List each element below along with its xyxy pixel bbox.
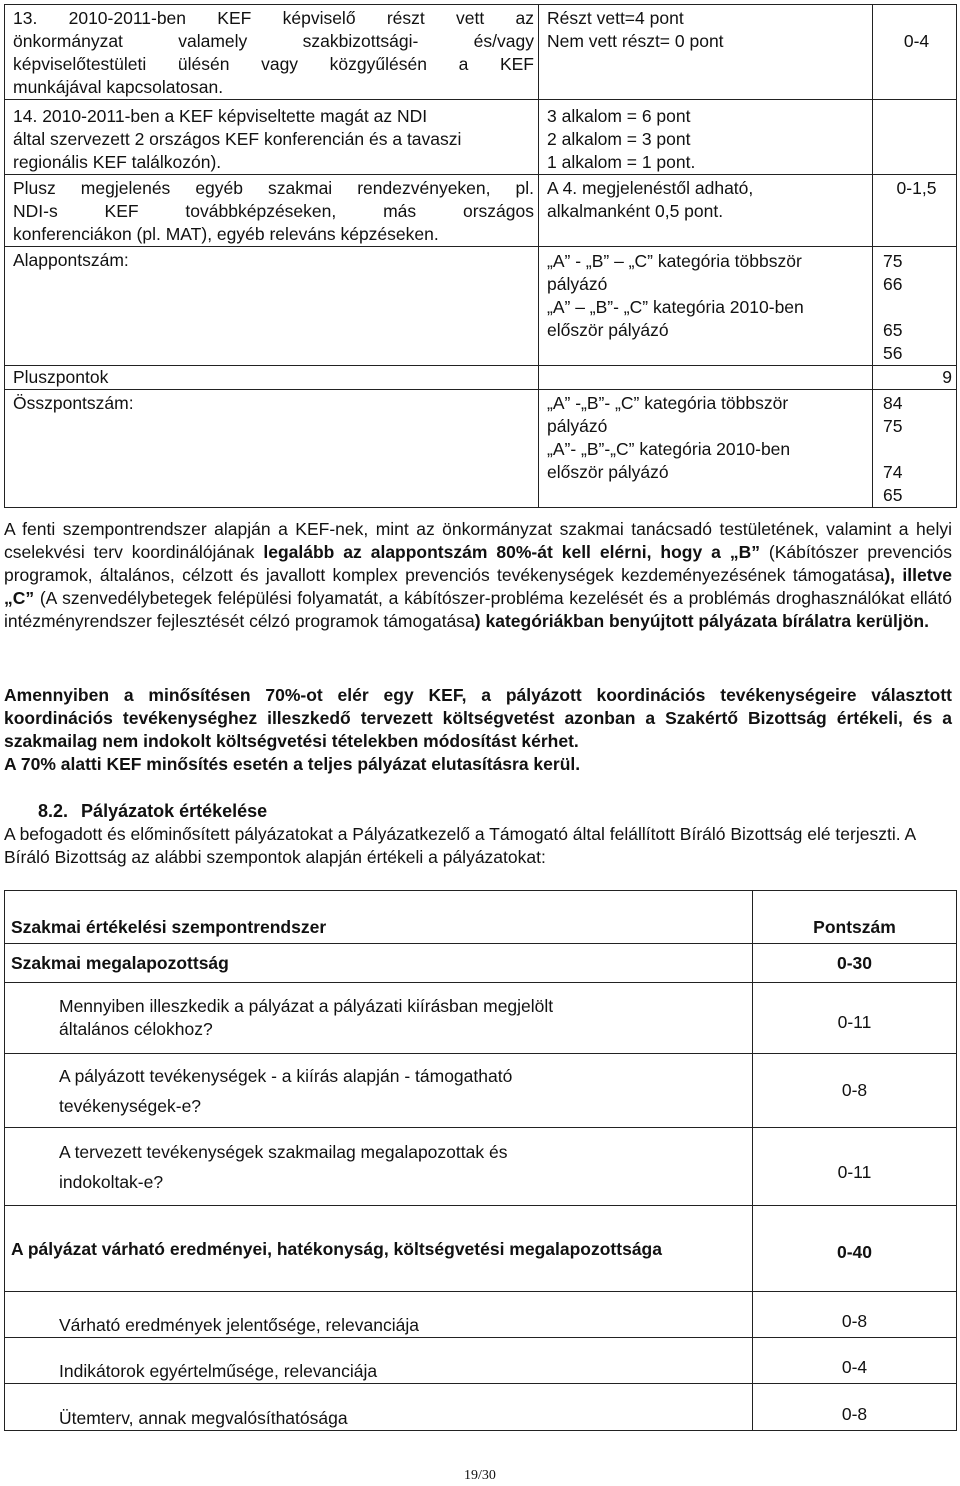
criterion-points: 0-4 xyxy=(753,1338,957,1384)
score-value: 84 xyxy=(883,393,903,413)
category-line: „A” -„B”- „C” kategória többször xyxy=(547,393,789,413)
criteria-header: Szakmai értékelési szempontrendszer xyxy=(5,891,753,944)
criterion-line: NDI-s KEF továbbképzéseken, más országos xyxy=(13,201,534,221)
scoring-cell xyxy=(539,175,873,247)
table-row xyxy=(5,1338,957,1384)
criterion-line: Plusz megjelenés egyéb szakmai rendezvényeken, pl. xyxy=(13,178,534,198)
section-text: A befogadott és előminősített pályázatokat a Pályázatkezelő a Támogató által felállított Bíráló Bizottság elé terjeszti. A Bíráló Bizottság az alábbi szempontok alapján értékeli a pályázatokat: xyxy=(4,824,916,867)
criterion-line: regionális KEF találkozón). xyxy=(13,152,222,172)
category-line: pályázó xyxy=(547,274,608,294)
criterion-cell xyxy=(5,5,539,100)
scoring-line: 1 alkalom = 1 pont. xyxy=(547,152,696,172)
category-line: először pályázó xyxy=(547,462,669,482)
evaluation-paragraph xyxy=(4,518,952,633)
text-run: (Kábítószer prevenciós programok, általános, célzott és javallott komplex prevenciós tevékenységek kezdeményezésének támogatása xyxy=(4,542,952,585)
category-line: „A”- „B”-„C” kategória 2010-ben xyxy=(547,439,791,459)
criterion-points: 0-11 xyxy=(753,983,957,1054)
table-row xyxy=(5,100,957,175)
criterion-cell xyxy=(5,175,539,247)
values-cell xyxy=(873,366,957,390)
criterion-line: képviselőtestületi ülésén vagy közgyűlésén a KEF xyxy=(13,54,534,74)
page-number: 19/30 xyxy=(464,1468,496,1483)
values-cell xyxy=(873,247,957,366)
criterion-line: konferenciákon (pl. MAT), egyéb releváns képzéseken. xyxy=(13,224,439,244)
table-row xyxy=(5,1054,957,1128)
category-line: először pályázó xyxy=(547,320,669,340)
table-row xyxy=(5,366,957,390)
bold-run: ), illetve „C” xyxy=(4,565,952,608)
table-row xyxy=(5,5,957,100)
table-row xyxy=(5,1206,957,1292)
section-title: Pályázatok értékelése xyxy=(81,801,268,821)
label-cell xyxy=(5,247,539,366)
points-value: 0-4 xyxy=(903,31,930,51)
points-value: 0-1,5 xyxy=(896,178,937,198)
criterion-line: 13. 2010-2011-ben KEF képviselő részt vett az xyxy=(13,8,534,28)
criterion-line: önkormányzat valamely szakbizottsági- és/vagy xyxy=(13,31,534,51)
criterion-label: Mennyiben illeszkedik a pályázat a pályázati kiírásban megjelölt általános célokhoz? xyxy=(5,983,753,1054)
points-cell xyxy=(873,100,957,175)
values-cell xyxy=(873,390,957,508)
group-points: 0-30 xyxy=(753,944,957,983)
criterion-label: Ütemterv, annak megvalósíthatósága xyxy=(5,1384,753,1431)
table-row xyxy=(5,1384,957,1431)
scoring-line: Nem vett részt= 0 pont xyxy=(547,31,724,51)
score-value: 66 xyxy=(883,274,903,294)
score-value: 56 xyxy=(883,343,903,363)
table-header-row xyxy=(5,891,957,944)
qualification-paragraph: Amennyiben a minősítésen 70%-ot elér egy KEF, a pályázott koordinációs tevékenységeire választott koordinációs tevékenységhez illeszkedő tervezett költségvetést azonban a Szakértő Bizottság értékeli, és a szakmailag nem indokolt költségvetési tételekben módosítást kérhet. xyxy=(4,685,952,751)
points-cell xyxy=(873,5,957,100)
group-points: 0-40 xyxy=(753,1206,957,1292)
label-cell xyxy=(5,366,539,390)
scoring-line: 2 alkalom = 3 pont xyxy=(547,129,691,149)
evaluation-table xyxy=(4,890,957,1431)
score-value: 75 xyxy=(883,416,903,436)
table-row xyxy=(5,390,957,508)
criterion-points: 0-8 xyxy=(753,1292,957,1338)
scoring-line: alkalmanként 0,5 pont. xyxy=(547,201,724,221)
table-row xyxy=(5,1128,957,1206)
criterion-label: A pályázott tevékenységek - a kiírás alapján - támogatható tevékenységek-e? xyxy=(5,1054,753,1128)
plus-points-value: 9 xyxy=(942,367,952,387)
category-cell xyxy=(539,247,873,366)
section-number: 8.2. xyxy=(38,801,69,821)
score-value: 75 xyxy=(883,251,903,271)
text-run: (A szenvedélybetegek felépülési folyamatát, a kábítószer-probléma kezelését és a problémás droghasználókat ellátó intézményrendszer fejlesztését célzó programok támogatása xyxy=(4,588,952,631)
scoring-line: Részt vett=4 pont xyxy=(547,8,684,28)
category-cell xyxy=(539,390,873,508)
rejection-paragraph: A 70% alatti KEF minősítés esetén a teljes pályázat elutasításra kerül. xyxy=(4,754,581,774)
criterion-label: A tervezett tevékenységek szakmailag megalapozottak és indokoltak-e? xyxy=(5,1128,753,1206)
criterion-line: munkájával kapcsolatosan. xyxy=(13,77,224,97)
score-value: 65 xyxy=(883,485,903,505)
bold-run: legalább az alappontszám 80%-át kell elérni, hogy a „B” xyxy=(263,542,760,562)
score-value: 74 xyxy=(883,462,903,482)
criterion-points: 0-8 xyxy=(753,1054,957,1128)
criterion-cell xyxy=(5,100,539,175)
table-row xyxy=(5,1292,957,1338)
group-label: A pályázat várható eredményei, hatékonyság, költségvetési megalapozottsága xyxy=(5,1206,753,1292)
scoring-cell xyxy=(539,5,873,100)
table-row xyxy=(5,175,957,247)
criterion-label: Indikátorok egyértelműsége, relevanciája xyxy=(5,1338,753,1384)
total-score-label: Összpontszám: xyxy=(13,393,134,413)
plus-points-label: Pluszpontok xyxy=(13,367,109,387)
category-line: „A” - „B” – „C” kategória többször xyxy=(547,251,802,271)
category-line: pályázó xyxy=(547,416,608,436)
scoring-line: 3 alkalom = 6 pont xyxy=(547,106,691,126)
table-row xyxy=(5,247,957,366)
criterion-points: 0-8 xyxy=(753,1384,957,1431)
criterion-line: 14. 2010-2011-ben a KEF képviseltette magát az NDI xyxy=(13,106,428,126)
empty-cell xyxy=(539,366,873,390)
scoring-cell xyxy=(539,100,873,175)
label-cell xyxy=(5,390,539,508)
category-line: „A” – „B”- „C” kategória 2010-ben xyxy=(547,297,804,317)
score-value: 65 xyxy=(883,320,903,340)
base-score-label: Alappontszám: xyxy=(13,250,129,270)
text-run: A fenti szempontrendszer alapján a KEF-nek, mint az önkormányzat szakmai tanácsadó testületének, valamint a helyi cselekvési terv koordinálójának xyxy=(4,519,952,562)
criterion-line: által szervezett 2 országos KEF konferencián és a tavaszi xyxy=(13,129,462,149)
criterion-points: 0-11 xyxy=(753,1128,957,1206)
table-row xyxy=(5,944,957,983)
scoring-table xyxy=(4,4,957,508)
criterion-label: Várható eredmények jelentősége, relevanciája xyxy=(5,1292,753,1338)
table-row xyxy=(5,983,957,1054)
points-header: Pontszám xyxy=(753,891,957,944)
scoring-line: A 4. megjelenéstől adható, xyxy=(547,178,754,198)
section-heading xyxy=(4,800,952,823)
group-label: Szakmai megalapozottság xyxy=(5,944,753,983)
points-cell xyxy=(873,175,957,247)
bold-run: ) kategóriákban benyújtott pályázata bírálatra kerüljön. xyxy=(474,611,929,631)
